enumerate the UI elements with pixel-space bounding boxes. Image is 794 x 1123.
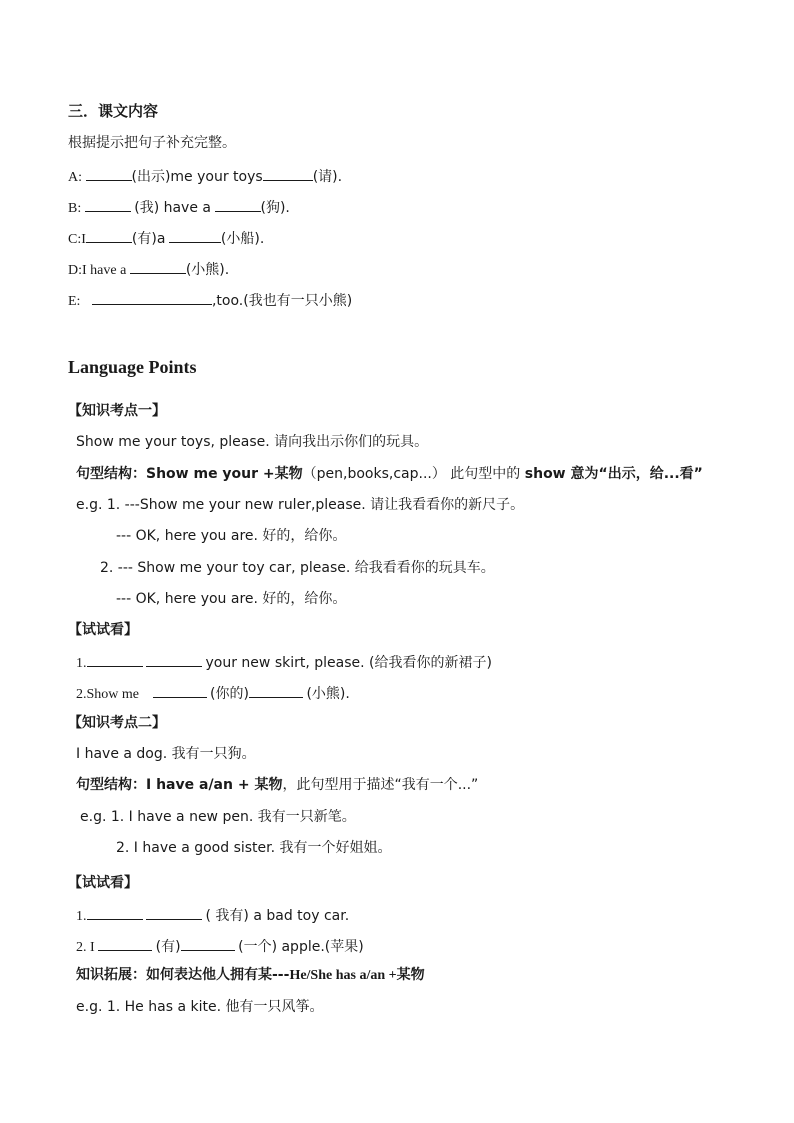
exercise-line-d [68,259,229,280]
question-text: your new skirt, please. (给我看你的新裙子) [205,655,492,671]
kp2-example-1: e.g. 1. I have a new pen. 我有一只新笔。 [80,809,356,825]
exercise-line-e [68,290,352,311]
structure-pattern: Show me your +某物 [146,466,303,482]
try1-question-2 [76,683,350,704]
structure-label: 句型结构： [76,777,146,793]
extension-pattern: He/She has a/an +某物 [289,968,425,983]
line-hint: (请). [312,169,343,185]
knowledge-extension [76,966,425,985]
kp1-sentence [76,433,428,452]
blank[interactable] [169,228,221,243]
structure-note: ，此句型用于描述“我有一个...” [282,777,479,793]
knowledge-point-1-heading: 【知识考点一】 [68,403,166,419]
structure-meaning: show 意为“出示，给...看” [524,466,703,482]
try-it-2-heading: 【试试看】 [68,875,138,891]
blank[interactable] [249,683,303,698]
blank[interactable] [86,228,132,243]
extension-label: 知识拓展：如何表达他人拥有某--- [76,967,290,983]
exercise-line-c [68,228,264,249]
exercise-line-a [68,166,342,187]
kp1-structure [76,465,703,484]
blank[interactable] [181,936,235,951]
structure-pattern: I have a/an + 某物 [146,777,283,793]
kp2-example-2: 2. I have a good sister. 我有一个好姐姐。 [116,840,392,856]
line-hint: (狗). [260,200,290,216]
structure-label: 句型结构： [76,466,146,482]
question-text: 2. I [76,940,95,955]
kp1-sentence-text: Show me your toys, please. 请向我出示你们的玩具。 [76,434,429,450]
line-text: (我) have a [134,200,211,216]
line-hint: ,too.(我也有一只小熊) [211,293,353,309]
structure-note: （pen,books,cap...） 此句型中的 [302,466,525,482]
question-hint: (一个) apple.(苹果) [238,939,364,955]
question-hint: (小熊). [306,686,350,702]
question-text: 2.Show me [76,687,139,702]
line-prefix: C:I [68,232,86,247]
language-points-title: Language Points [68,357,197,377]
blank[interactable] [215,197,261,212]
line-prefix: A: [68,170,82,185]
extension-example: e.g. 1. He has a kite. 他有一只风筝。 [76,999,324,1015]
kp2-structure [76,776,478,795]
try1-question-1 [76,652,492,673]
blank[interactable] [263,166,313,181]
blank[interactable] [87,652,143,667]
line-hint: (小船). [220,231,265,247]
blank[interactable] [146,652,202,667]
line-text: (出示)me your toys [131,169,263,185]
section-instruction: 根据提示把句子补充完整。 [68,135,236,151]
line-text: (有)a [131,231,166,247]
line-prefix: E: [68,294,81,309]
question-number: 1. [76,656,87,671]
blank[interactable] [98,936,152,951]
blank[interactable] [86,166,132,181]
try2-question-2 [76,936,364,957]
blank[interactable] [85,197,131,212]
line-prefix: D:I have a [68,263,127,278]
kp1-example-2b: --- OK, here you are. 好的，给你。 [116,591,347,607]
question-hint: (你的) [210,686,249,702]
try2-question-1 [76,905,349,926]
blank[interactable] [146,905,202,920]
kp1-example-1b: --- OK, here you are. 好的，给你。 [116,528,347,544]
line-prefix: B: [68,201,82,216]
blank[interactable] [87,905,143,920]
try-it-1-heading: 【试试看】 [68,622,138,638]
knowledge-point-2-heading: 【知识考点二】 [68,715,166,731]
kp1-example-1a: e.g. 1. ---Show me your new ruler,please. 请让我看看你的新尺子。 [76,497,525,513]
blank[interactable] [92,290,212,305]
blank[interactable] [130,259,186,274]
question-hint: (有) [155,939,181,955]
kp1-example-2a: 2. --- Show me your toy car, please. 给我看看你的玩具车。 [100,560,495,576]
line-hint: (小熊). [185,262,230,278]
section-title: 三．课文内容 [68,102,159,120]
question-text: ( 我有) a bad toy car. [205,908,350,924]
blank[interactable] [153,683,207,698]
question-number: 1. [76,909,87,924]
exercise-line-b [68,197,290,218]
kp2-sentence: I have a dog. 我有一只狗。 [76,746,256,762]
